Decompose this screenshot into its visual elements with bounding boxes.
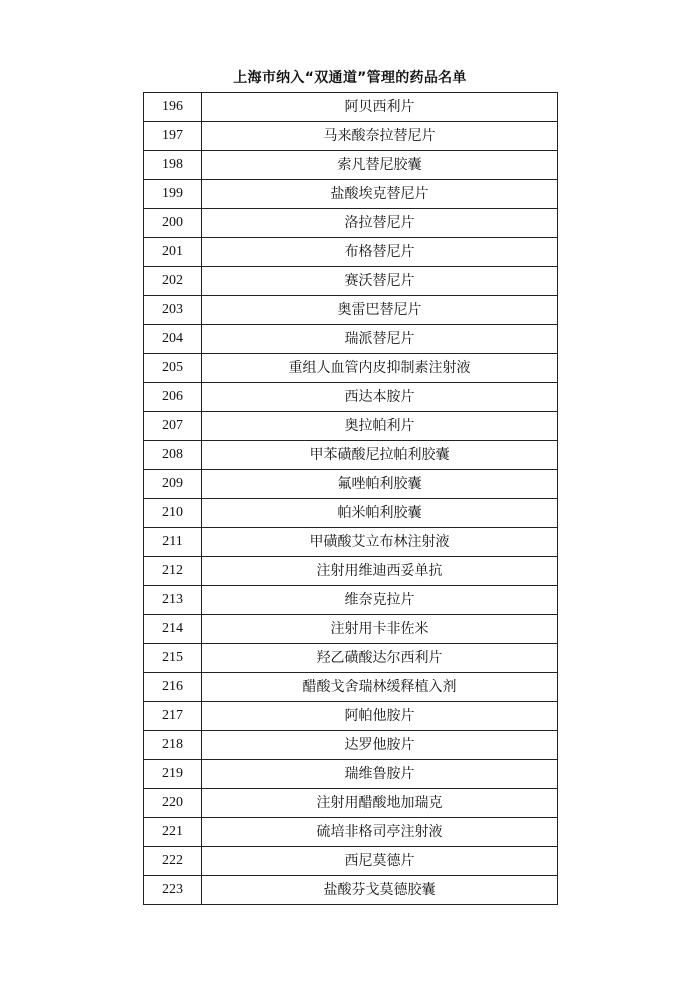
- row-number-cell: 207: [144, 412, 202, 441]
- row-number-cell: 212: [144, 557, 202, 586]
- table-row: [144, 354, 558, 383]
- row-number-cell: 216: [144, 673, 202, 702]
- table-row: [144, 180, 558, 209]
- document-title: 上海市纳入“双通道”管理的药品名单: [233, 70, 467, 86]
- table-row: [144, 325, 558, 354]
- table-row: [144, 528, 558, 557]
- row-number-cell: 213: [144, 586, 202, 615]
- drug-name-cell: 硫培非格司亭注射液: [202, 818, 558, 847]
- drug-list-body: [144, 93, 558, 905]
- table-row: [144, 296, 558, 325]
- table-row: [144, 731, 558, 760]
- drug-name-cell: 注射用卡非佐米: [202, 615, 558, 644]
- table-row: [144, 876, 558, 905]
- row-number-cell: 204: [144, 325, 202, 354]
- table-row: [144, 760, 558, 789]
- table-row: [144, 615, 558, 644]
- table-row: [144, 557, 558, 586]
- table-row: [144, 789, 558, 818]
- drug-name-cell: 帕米帕利胶囊: [202, 499, 558, 528]
- drug-name-cell: 盐酸埃克替尼片: [202, 180, 558, 209]
- table-row: [144, 151, 558, 180]
- drug-name-cell: 瑞派替尼片: [202, 325, 558, 354]
- table-row: [144, 412, 558, 441]
- drug-name-cell: 赛沃替尼片: [202, 267, 558, 296]
- table-row: [144, 209, 558, 238]
- row-number-cell: 221: [144, 818, 202, 847]
- row-number-cell: 197: [144, 122, 202, 151]
- drug-name-cell: 氟唑帕利胶囊: [202, 470, 558, 499]
- row-number-cell: 218: [144, 731, 202, 760]
- row-number-cell: 209: [144, 470, 202, 499]
- drug-name-cell: 马来酸奈拉替尼片: [202, 122, 558, 151]
- drug-name-cell: 达罗他胺片: [202, 731, 558, 760]
- drug-name-cell: 索凡替尼胶囊: [202, 151, 558, 180]
- table-row: [144, 818, 558, 847]
- drug-name-cell: 注射用维迪西妥单抗: [202, 557, 558, 586]
- drug-name-cell: 注射用醋酸地加瑞克: [202, 789, 558, 818]
- table-row: [144, 470, 558, 499]
- table-row: [144, 847, 558, 876]
- drug-name-cell: 甲磺酸艾立布林注射液: [202, 528, 558, 557]
- row-number-cell: 223: [144, 876, 202, 905]
- drug-name-cell: 西达本胺片: [202, 383, 558, 412]
- table-row: [144, 673, 558, 702]
- row-number-cell: 201: [144, 238, 202, 267]
- drug-name-cell: 阿帕他胺片: [202, 702, 558, 731]
- table-row: [144, 267, 558, 296]
- drug-name-cell: 奥拉帕利片: [202, 412, 558, 441]
- row-number-cell: 219: [144, 760, 202, 789]
- row-number-cell: 208: [144, 441, 202, 470]
- row-number-cell: 203: [144, 296, 202, 325]
- drug-name-cell: 维奈克拉片: [202, 586, 558, 615]
- drug-name-cell: 盐酸芬戈莫德胶囊: [202, 876, 558, 905]
- row-number-cell: 205: [144, 354, 202, 383]
- row-number-cell: 222: [144, 847, 202, 876]
- drug-name-cell: 奥雷巴替尼片: [202, 296, 558, 325]
- drug-name-cell: 羟乙磺酸达尔西利片: [202, 644, 558, 673]
- table-row: [144, 644, 558, 673]
- row-number-cell: 220: [144, 789, 202, 818]
- drug-name-cell: 洛拉替尼片: [202, 209, 558, 238]
- row-number-cell: 210: [144, 499, 202, 528]
- row-number-cell: 196: [144, 93, 202, 122]
- table-row: [144, 441, 558, 470]
- table-row: [144, 383, 558, 412]
- table-row: [144, 122, 558, 151]
- drug-list-table: [143, 92, 558, 905]
- table-row: [144, 586, 558, 615]
- row-number-cell: 215: [144, 644, 202, 673]
- drug-name-cell: 重组人血管内皮抑制素注射液: [202, 354, 558, 383]
- drug-name-cell: 布格替尼片: [202, 238, 558, 267]
- row-number-cell: 198: [144, 151, 202, 180]
- table-row: [144, 499, 558, 528]
- drug-name-cell: 醋酸戈舍瑞林缓释植入剂: [202, 673, 558, 702]
- table-row: [144, 702, 558, 731]
- row-number-cell: 211: [144, 528, 202, 557]
- row-number-cell: 200: [144, 209, 202, 238]
- table-row: [144, 238, 558, 267]
- table-row: [144, 93, 558, 122]
- drug-name-cell: 甲苯磺酸尼拉帕利胶囊: [202, 441, 558, 470]
- drug-name-cell: 瑞维鲁胺片: [202, 760, 558, 789]
- row-number-cell: 199: [144, 180, 202, 209]
- row-number-cell: 202: [144, 267, 202, 296]
- drug-name-cell: 阿贝西利片: [202, 93, 558, 122]
- row-number-cell: 214: [144, 615, 202, 644]
- row-number-cell: 217: [144, 702, 202, 731]
- drug-name-cell: 西尼莫德片: [202, 847, 558, 876]
- row-number-cell: 206: [144, 383, 202, 412]
